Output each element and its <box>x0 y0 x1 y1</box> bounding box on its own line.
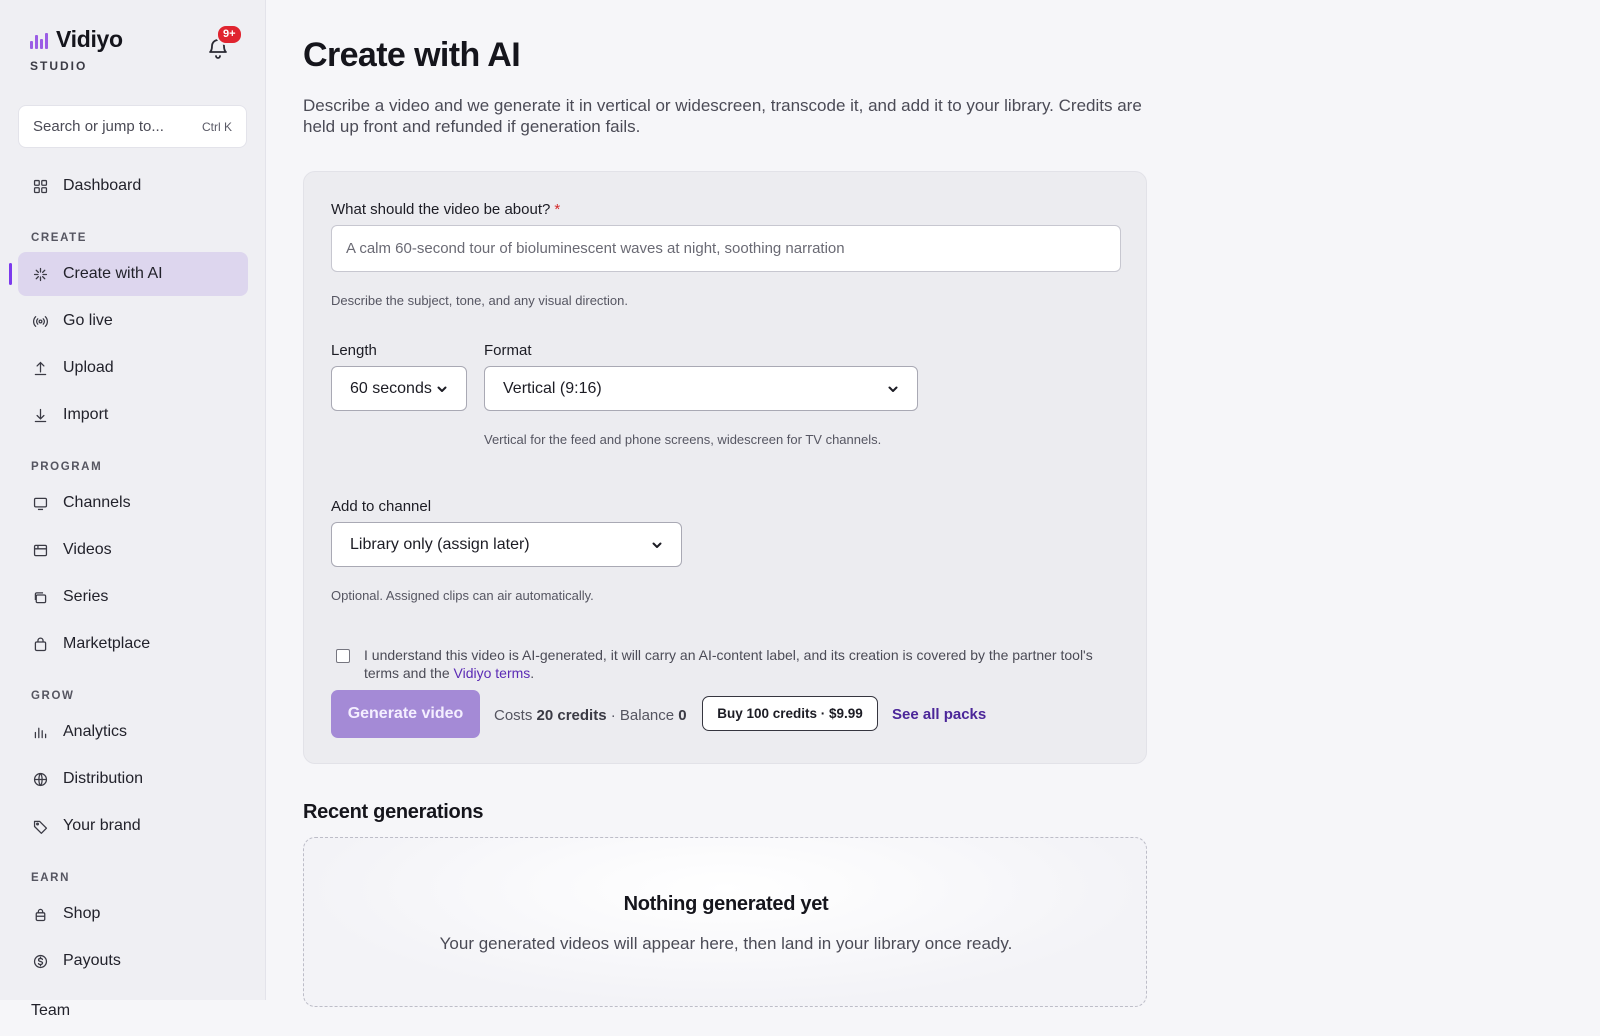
topic-hint: Describe the subject, tone, and any visual direction. <box>331 293 629 308</box>
sidebar-item-shop[interactable] <box>18 892 248 936</box>
topic-input[interactable] <box>331 225 1121 272</box>
chevron-down-icon <box>887 383 899 395</box>
see-all-packs-link[interactable]: See all packs <box>892 706 987 723</box>
sidebar-item-team[interactable] <box>18 989 248 1033</box>
topic-label-text: What should the video be about? <box>331 201 551 218</box>
empty-state <box>303 837 1147 1007</box>
page-title: Create with AI <box>303 36 521 74</box>
search-placeholder: Search or jump to... <box>33 118 164 135</box>
sidebar-item-label: Dashboard <box>63 177 142 194</box>
bar-chart-icon <box>32 724 49 741</box>
length-label: Length <box>331 342 377 359</box>
bars-logo-icon <box>30 31 48 49</box>
consent-text-body: I understand this video is AI-generated, it will carry an AI-content label, and its creation is covered by the partner tool's terms and the <box>364 647 1093 681</box>
dollar-coin-icon <box>32 953 49 970</box>
section-grow: GROW <box>31 690 75 702</box>
sidebar-item-label: Go live <box>63 312 113 329</box>
sidebar-item-label: Series <box>63 588 109 605</box>
sidebar-item-analytics[interactable] <box>18 710 248 754</box>
shopping-bag-icon <box>32 906 49 923</box>
topic-label <box>331 201 560 218</box>
consent-checkbox[interactable] <box>336 649 350 663</box>
sidebar-item-distribution[interactable] <box>18 757 248 801</box>
sidebar-item-label: Upload <box>63 359 114 376</box>
channel-select[interactable] <box>331 522 682 567</box>
empty-state-description: Your generated videos will appear here, then land in your library once ready. <box>439 934 1013 953</box>
length-select[interactable] <box>331 366 467 411</box>
sidebar-item-label: Team <box>31 1002 71 1019</box>
length-value: 60 seconds <box>350 379 432 397</box>
sidebar-item-label: Create with AI <box>63 265 163 282</box>
sidebar-item-series[interactable] <box>18 575 248 619</box>
tag-icon <box>32 818 49 835</box>
vidiyo-terms-link[interactable]: Vidiyo terms <box>453 665 531 681</box>
sidebar-nav <box>18 164 248 1036</box>
brand[interactable] <box>30 26 123 73</box>
chevron-down-icon <box>651 539 663 551</box>
generate-form-card <box>303 171 1147 764</box>
required-mark: * <box>554 201 561 218</box>
sidebar-item-import[interactable] <box>18 393 248 437</box>
notification-badge: 9+ <box>216 24 243 45</box>
sidebar-item-label: Analytics <box>63 723 128 740</box>
sidebar-item-label: Shop <box>63 905 101 922</box>
film-icon <box>32 542 49 559</box>
channel-label: Add to channel <box>331 498 432 515</box>
consent-text-suffix: . <box>530 665 535 681</box>
brand-subtitle: STUDIO <box>30 59 88 73</box>
format-value: Vertical (9:16) <box>503 379 602 397</box>
stack-icon <box>32 589 49 606</box>
page-description: Describe a video and we generate it in vertical or widescreen, transcode it, and add it to your library. Credits are held up front and refunded if generation fails. <box>303 96 1142 136</box>
cost-middle: · Balance <box>606 707 679 724</box>
grid-icon <box>32 178 49 195</box>
empty-state-title: Nothing generated yet <box>623 893 829 915</box>
sidebar-item-label: Your brand <box>63 817 141 834</box>
section-earn: EARN <box>31 872 70 884</box>
format-hint: Vertical for the feed and phone screens, widescreen for TV channels. <box>484 432 882 447</box>
cost-prefix: Costs <box>494 707 537 724</box>
brand-name: Vidiyo <box>56 26 123 52</box>
download-icon <box>32 407 49 424</box>
monitor-icon <box>32 495 49 512</box>
bag-icon <box>32 636 49 653</box>
generate-video-button[interactable]: Generate video <box>331 690 480 738</box>
consent-text <box>364 646 1096 682</box>
sidebar-item-payouts[interactable] <box>18 939 248 983</box>
buy-credits-button[interactable]: Buy 100 credits · $9.99 <box>702 696 878 731</box>
search-shortcut: Ctrl K <box>202 119 232 134</box>
sidebar <box>0 0 266 1019</box>
sparkle-icon <box>32 266 49 283</box>
sidebar-item-create-ai[interactable] <box>18 252 248 296</box>
balance-value: 0 <box>678 707 687 724</box>
sidebar-item-channels[interactable] <box>18 481 248 525</box>
format-label: Format <box>484 342 532 359</box>
sidebar-item-label: Import <box>63 406 109 423</box>
sidebar-item-marketplace[interactable] <box>18 622 248 666</box>
channel-value: Library only (assign later) <box>350 535 530 553</box>
sidebar-item-label: Channels <box>63 494 131 511</box>
topic-placeholder: A calm 60-second tour of bioluminescent waves at night, soothing narration <box>346 240 845 257</box>
consent-row <box>336 646 1096 682</box>
sidebar-item-label: Payouts <box>63 952 121 969</box>
broadcast-icon <box>32 313 49 330</box>
format-select[interactable] <box>484 366 918 411</box>
chevron-down-icon <box>436 383 448 395</box>
channel-hint: Optional. Assigned clips can air automatically. <box>331 588 594 603</box>
cost-credits: 20 credits <box>536 707 607 724</box>
upload-icon <box>32 360 49 377</box>
sidebar-item-label: Distribution <box>63 770 144 787</box>
sidebar-item-brand[interactable] <box>18 804 248 848</box>
globe-icon <box>32 771 49 788</box>
cost-info <box>494 707 687 724</box>
sidebar-item-go-live[interactable] <box>18 299 248 343</box>
sidebar-item-upload[interactable] <box>18 346 248 390</box>
sidebar-item-dashboard[interactable] <box>18 164 248 208</box>
recent-generations-title: Recent generations <box>303 801 484 823</box>
sidebar-item-videos[interactable] <box>18 528 248 572</box>
section-create: CREATE <box>31 232 88 244</box>
section-program: PROGRAM <box>31 461 103 473</box>
sidebar-item-label: Videos <box>63 541 112 558</box>
sidebar-item-label: Marketplace <box>63 635 151 652</box>
search-input[interactable] <box>18 105 247 148</box>
